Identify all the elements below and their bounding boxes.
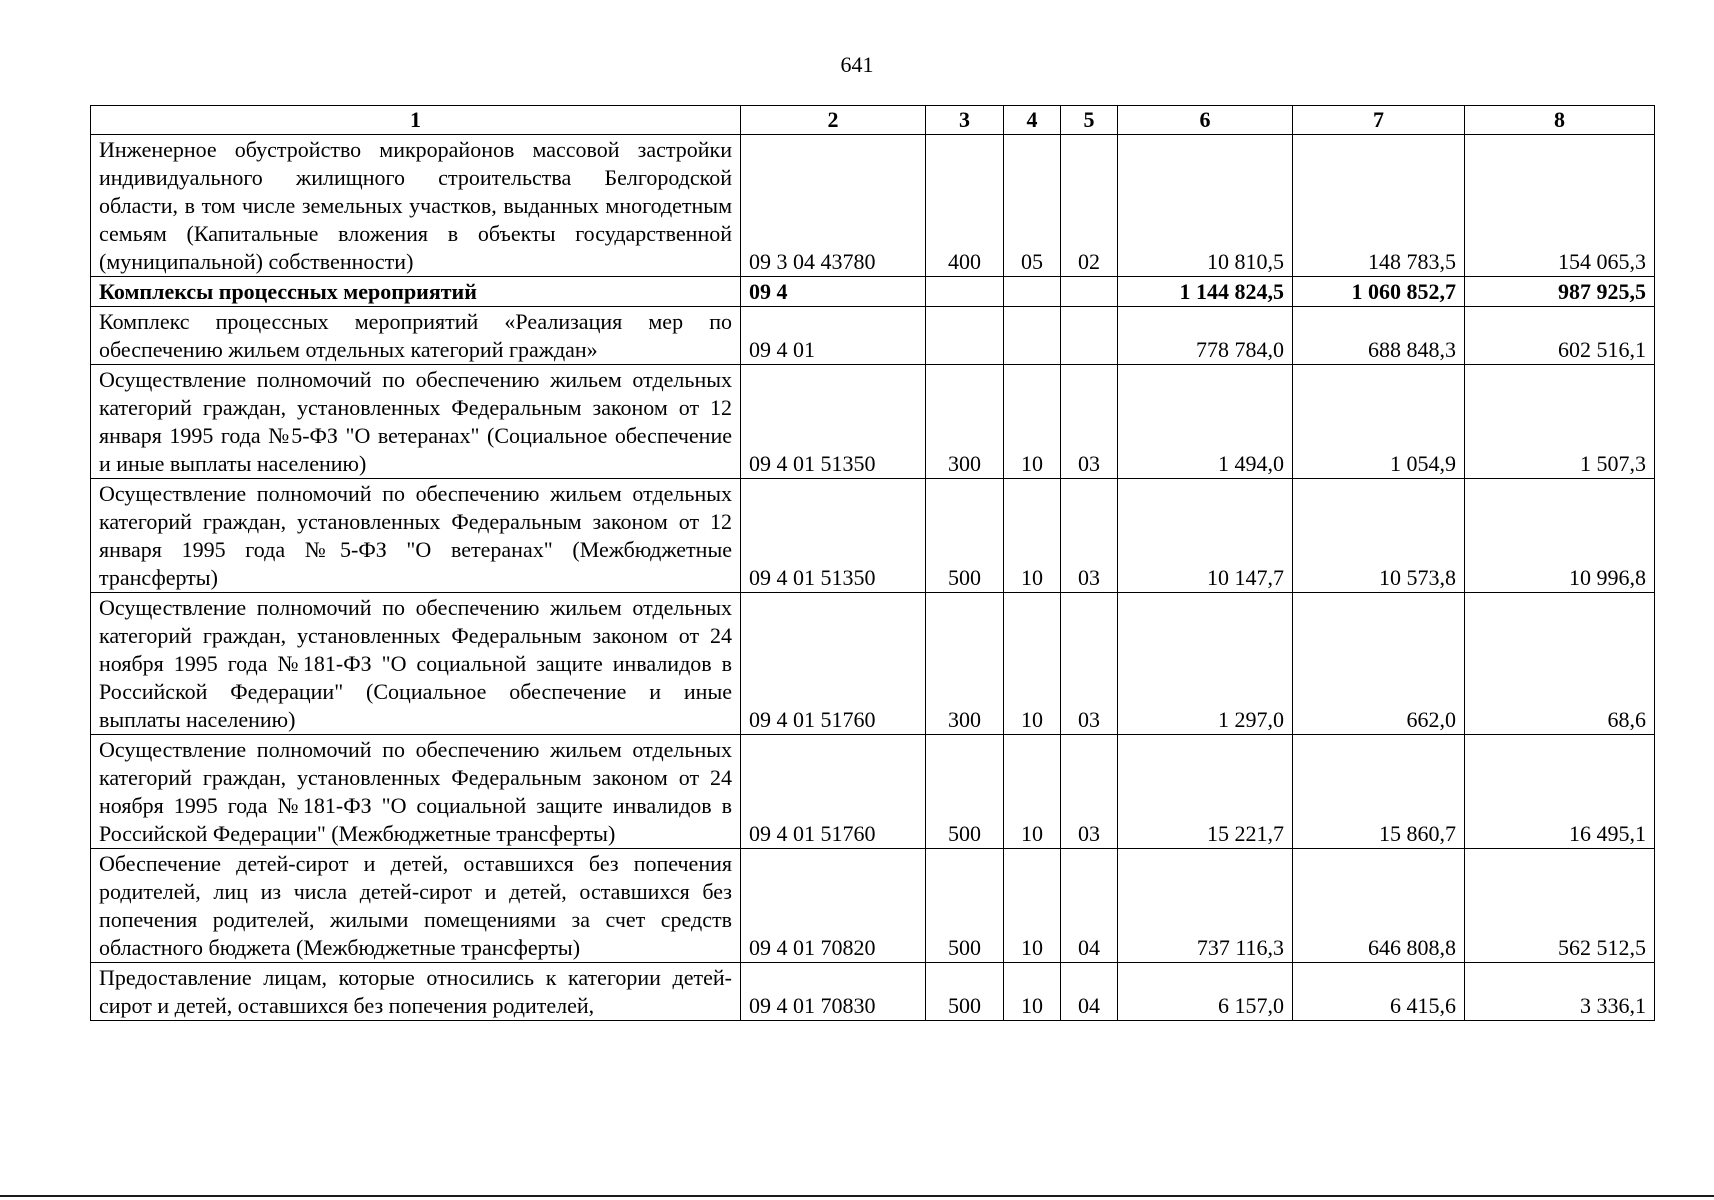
row-col-4: 05: [1004, 135, 1061, 277]
row-code: 09 3 04 43780: [741, 135, 926, 277]
row-col-6: 10 147,7: [1118, 479, 1293, 593]
row-col-8: 154 065,3: [1465, 135, 1655, 277]
row-col-7: 148 783,5: [1293, 135, 1465, 277]
row-col-8: 3 336,1: [1465, 963, 1655, 1021]
row-col-4: 10: [1004, 479, 1061, 593]
row-col-6: 1 494,0: [1118, 365, 1293, 479]
row-col-6: 1 144 824,5: [1118, 277, 1293, 307]
row-code: 09 4 01 70820: [741, 849, 926, 963]
row-col-3: 300: [926, 593, 1004, 735]
row-code: 09 4 01 70830: [741, 963, 926, 1021]
row-col-6: 10 810,5: [1118, 135, 1293, 277]
row-col-5: 04: [1061, 849, 1118, 963]
row-col-3: 400: [926, 135, 1004, 277]
row-name: Предоставление лицам, которые относились к категории детей-сирот и детей, оставшихся без попечения родителей,: [91, 963, 741, 1021]
row-col-5: 02: [1061, 135, 1118, 277]
row-code: 09 4 01 51760: [741, 593, 926, 735]
row-col-7: 15 860,7: [1293, 735, 1465, 849]
row-name: Осуществление полномочий по обеспечению жильем отдельных категорий граждан, установленных Федеральным законом от 12 января 1995 года №5-ФЗ "О ветеранах" (Межбюджетные трансферты): [91, 479, 741, 593]
row-name: Инженерное обустройство микрорайонов массовой застройки индивидуального жилищного строительства Белгородской области, в том числе земельных участков, выданных многодетным семьям (Капитальные вложения в объекты государственной (муниципальной) собственности): [91, 135, 741, 277]
row-col-8: 16 495,1: [1465, 735, 1655, 849]
row-col-8: 602 516,1: [1465, 307, 1655, 365]
row-code: 09 4: [741, 277, 926, 307]
row-col-3: 500: [926, 479, 1004, 593]
page-number: 641: [840, 52, 874, 77]
row-col-5: 03: [1061, 365, 1118, 479]
row-col-5: 04: [1061, 963, 1118, 1021]
header-col-7: 7: [1293, 106, 1465, 135]
row-col-3: 500: [926, 849, 1004, 963]
header-col-3: 3: [926, 106, 1004, 135]
row-col-7: 1 060 852,7: [1293, 277, 1465, 307]
header-col-1: 1: [91, 106, 741, 135]
row-col-5: 03: [1061, 593, 1118, 735]
row-col-7: 6 415,6: [1293, 963, 1465, 1021]
row-col-8: 68,6: [1465, 593, 1655, 735]
table-row: [91, 135, 1655, 277]
row-col-7: 1 054,9: [1293, 365, 1465, 479]
row-col-6: 737 116,3: [1118, 849, 1293, 963]
header-col-4: 4: [1004, 106, 1061, 135]
row-col-3: [926, 307, 1004, 365]
row-col-4: [1004, 307, 1061, 365]
table-row: [91, 365, 1655, 479]
row-name: Комплекс процессных мероприятий «Реализация мер по обеспечению жильем отдельных категорий граждан»: [91, 307, 741, 365]
table-row: [91, 963, 1655, 1021]
row-col-4: [1004, 277, 1061, 307]
row-col-7: 646 808,8: [1293, 849, 1465, 963]
row-col-6: 6 157,0: [1118, 963, 1293, 1021]
row-col-4: 10: [1004, 735, 1061, 849]
row-name: Осуществление полномочий по обеспечению жильем отдельных категорий граждан, установленных Федеральным законом от 24 ноября 1995 года №181-ФЗ "О социальной защите инвалидов в Российской Федерации" (Межбюджетные трансферты): [91, 735, 741, 849]
row-code: 09 4 01 51760: [741, 735, 926, 849]
header-col-2: 2: [741, 106, 926, 135]
row-col-6: 15 221,7: [1118, 735, 1293, 849]
row-col-4: 10: [1004, 849, 1061, 963]
table-row: [91, 593, 1655, 735]
row-code: 09 4 01 51350: [741, 479, 926, 593]
row-col-8: 562 512,5: [1465, 849, 1655, 963]
row-col-5: [1061, 307, 1118, 365]
header-col-5: 5: [1061, 106, 1118, 135]
row-col-6: 1 297,0: [1118, 593, 1293, 735]
row-name: Обеспечение детей-сирот и детей, оставшихся без попечения родителей, лиц из числа детей-сирот и детей, оставшихся без попечения родителей, жилыми помещениями за счет средств областного бюджета (Межбюджетные трансферты): [91, 849, 741, 963]
table-row: [91, 735, 1655, 849]
row-col-3: 300: [926, 365, 1004, 479]
row-col-8: 987 925,5: [1465, 277, 1655, 307]
row-col-4: 10: [1004, 593, 1061, 735]
row-col-4: 10: [1004, 963, 1061, 1021]
row-col-8: 10 996,8: [1465, 479, 1655, 593]
row-col-7: 10 573,8: [1293, 479, 1465, 593]
row-col-5: 03: [1061, 735, 1118, 849]
row-name: Комплексы процессных мероприятий: [91, 277, 741, 307]
table-row: [91, 307, 1655, 365]
header-col-8: 8: [1465, 106, 1655, 135]
table-row: [91, 277, 1655, 307]
scan-edge-divider: [0, 1195, 1714, 1197]
row-col-5: [1061, 277, 1118, 307]
budget-table: [90, 105, 1655, 1021]
row-name: Осуществление полномочий по обеспечению жильем отдельных категорий граждан, установленных Федеральным законом от 12 января 1995 года №5-ФЗ "О ветеранах" (Социальное обеспечение и иные выплаты населению): [91, 365, 741, 479]
row-code: 09 4 01: [741, 307, 926, 365]
row-col-8: 1 507,3: [1465, 365, 1655, 479]
table-row: [91, 479, 1655, 593]
row-col-7: 662,0: [1293, 593, 1465, 735]
row-col-7: 688 848,3: [1293, 307, 1465, 365]
row-code: 09 4 01 51350: [741, 365, 926, 479]
table-row: [91, 849, 1655, 963]
row-col-4: 10: [1004, 365, 1061, 479]
row-name: Осуществление полномочий по обеспечению жильем отдельных категорий граждан, установленных Федеральным законом от 24 ноября 1995 года №181-ФЗ "О социальной защите инвалидов в Российской Федерации" (Социальное обеспечение и иные выплаты населению): [91, 593, 741, 735]
row-col-3: 500: [926, 735, 1004, 849]
row-col-3: 500: [926, 963, 1004, 1021]
row-col-6: 778 784,0: [1118, 307, 1293, 365]
row-col-3: [926, 277, 1004, 307]
header-row: [91, 106, 1655, 135]
header-col-6: 6: [1118, 106, 1293, 135]
row-col-5: 03: [1061, 479, 1118, 593]
